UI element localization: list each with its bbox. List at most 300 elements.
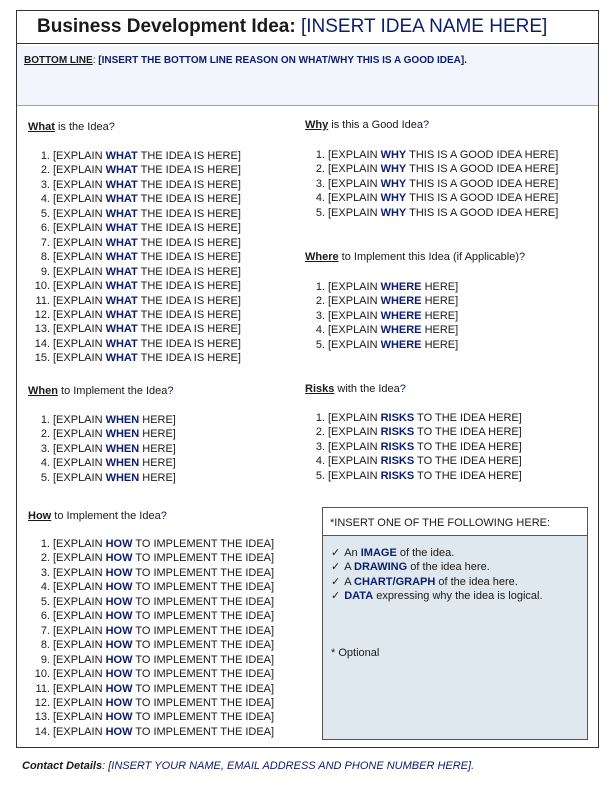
item-keyword: WHAT: [105, 222, 138, 235]
why-list-item[interactable]: [305, 206, 558, 220]
risks-keyword: Risks: [305, 383, 335, 395]
risks-list-item[interactable]: [305, 425, 522, 439]
item-keyword: RISKS: [380, 426, 415, 439]
item-text: THE IDEA IS HERE]: [137, 265, 241, 278]
how-list-item[interactable]: [30, 696, 274, 710]
what-list-item[interactable]: [30, 163, 241, 177]
item-text: THIS IS A GOOD IDEA HERE]: [406, 192, 559, 205]
where-list-item[interactable]: [305, 294, 458, 308]
where-title-rest: to Implement this Idea (if Applicable): [338, 251, 519, 263]
option-text: A: [344, 575, 355, 588]
item-number: 15.: [34, 352, 50, 365]
item-text: THE IDEA IS HERE]: [137, 236, 241, 249]
how-list: [30, 537, 274, 739]
item-text: [EXPLAIN: [53, 624, 106, 637]
item-keyword: HOW: [105, 653, 133, 666]
item-keyword: WHAT: [105, 150, 138, 162]
item-number: 7.: [40, 624, 50, 637]
insert-option: [331, 560, 543, 574]
when-keyword: When: [28, 385, 58, 397]
item-text: [EXPLAIN: [53, 164, 106, 177]
what-list-item[interactable]: [30, 337, 241, 351]
item-text: HERE]: [421, 295, 459, 308]
item-text: TO IMPLEMENT THE IDEA]: [132, 566, 275, 579]
item-keyword: WHAT: [105, 251, 138, 264]
item-text: [EXPLAIN: [328, 177, 381, 190]
item-keyword: WHY: [380, 177, 407, 190]
item-text: THE IDEA IS HERE]: [137, 207, 241, 220]
what-list-item[interactable]: [30, 149, 241, 163]
option-text: of the idea here.: [407, 561, 490, 574]
item-keyword: WHAT: [105, 323, 138, 336]
item-text: [EXPLAIN: [53, 323, 106, 336]
how-title-q: ?: [160, 510, 167, 522]
item-text: [EXPLAIN: [328, 412, 381, 424]
item-number: 10.: [34, 668, 50, 681]
what-list-item[interactable]: [30, 221, 241, 235]
item-number: 1.: [40, 150, 50, 162]
why-keyword: Why: [305, 119, 329, 131]
option-text: of the idea.: [396, 547, 455, 559]
when-list-item[interactable]: [30, 427, 176, 441]
item-number: 1.: [40, 538, 50, 550]
item-text: [EXPLAIN: [53, 222, 106, 235]
where-section-title: [305, 251, 525, 263]
item-text: TO THE IDEA HERE]: [414, 412, 522, 424]
item-text: HERE]: [421, 338, 459, 351]
item-number: 2.: [315, 426, 325, 439]
item-keyword: WHAT: [105, 207, 138, 220]
option-keyword: CHART/GRAPH: [354, 575, 436, 588]
insert-option: [331, 575, 543, 589]
why-section-title: [305, 119, 429, 131]
item-keyword: WHAT: [105, 164, 138, 177]
item-number: 3.: [40, 442, 50, 455]
item-text: TO IMPLEMENT THE IDEA]: [132, 696, 275, 709]
item-text: HERE]: [421, 324, 459, 337]
item-text: [EXPLAIN: [328, 309, 381, 322]
item-text: THE IDEA IS HERE]: [137, 323, 241, 336]
where-title-q: ?: [519, 251, 526, 263]
how-list-item[interactable]: [30, 580, 274, 594]
item-text: [EXPLAIN: [53, 595, 106, 608]
item-keyword: WHEN: [105, 457, 140, 470]
item-text: THE IDEA IS HERE]: [137, 193, 241, 206]
item-keyword: WHERE: [380, 324, 422, 337]
option-text: of the idea here.: [435, 575, 518, 588]
item-number: 4.: [40, 193, 50, 206]
where-list-item[interactable]: [305, 338, 458, 352]
what-keyword: What: [28, 121, 55, 133]
item-number: 2.: [315, 163, 325, 176]
item-text: THIS IS A GOOD IDEA HERE]: [406, 149, 559, 161]
where-list-item[interactable]: [305, 323, 458, 337]
item-text: [EXPLAIN: [328, 163, 381, 176]
item-number: 3.: [315, 440, 325, 453]
option-keyword: DRAWING: [354, 561, 408, 574]
checkmark-icon: ✓: [331, 561, 341, 574]
option-text: expressing why the idea is logical.: [373, 590, 543, 603]
item-text: [EXPLAIN: [53, 178, 106, 191]
how-list-item[interactable]: [30, 595, 274, 609]
when-section-title: [28, 385, 174, 397]
item-text: TO THE IDEA HERE]: [414, 455, 522, 468]
insert-option: [331, 589, 543, 603]
what-list-item[interactable]: [30, 178, 241, 192]
item-number: 3.: [315, 177, 325, 190]
risks-list-item[interactable]: [305, 454, 522, 468]
item-keyword: HOW: [105, 624, 133, 637]
item-keyword: WHEN: [105, 471, 140, 484]
what-list-item[interactable]: [30, 207, 241, 221]
how-list-item[interactable]: [30, 653, 274, 667]
item-text: [EXPLAIN: [53, 308, 106, 321]
risks-list-item[interactable]: [305, 411, 522, 425]
bottom-line-label: BOTTOM LINE: [24, 55, 93, 66]
item-keyword: WHAT: [105, 178, 138, 191]
item-keyword: HOW: [105, 696, 133, 709]
item-number: 8.: [40, 251, 50, 264]
what-title-rest: is the Idea: [54, 121, 109, 133]
item-text: THIS IS A GOOD IDEA HERE]: [406, 206, 559, 219]
item-keyword: RISKS: [380, 469, 415, 482]
item-text: [EXPLAIN: [328, 149, 381, 161]
item-text: THE IDEA IS HERE]: [137, 337, 241, 350]
item-keyword: WHAT: [105, 308, 138, 321]
item-text: [EXPLAIN: [53, 696, 106, 709]
item-text: [EXPLAIN: [53, 265, 106, 278]
item-text: THIS IS A GOOD IDEA HERE]: [406, 177, 559, 190]
item-keyword: HOW: [105, 639, 133, 652]
how-list-item[interactable]: [30, 638, 274, 652]
risks-title-q: ?: [399, 383, 406, 395]
how-list-item[interactable]: [30, 624, 274, 638]
item-text: TO IMPLEMENT THE IDEA]: [132, 581, 275, 594]
how-keyword: How: [28, 510, 52, 522]
item-number: 1.: [315, 281, 325, 293]
where-list: [305, 280, 458, 352]
item-keyword: HOW: [105, 668, 133, 681]
what-section-title: [28, 121, 115, 133]
item-keyword: HOW: [105, 682, 133, 695]
when-list-item[interactable]: [30, 442, 176, 456]
item-number: 9.: [40, 265, 50, 278]
what-list-item[interactable]: [30, 279, 241, 293]
item-text: THE IDEA IS HERE]: [137, 294, 241, 307]
what-list-item[interactable]: [30, 236, 241, 250]
item-keyword: WHEN: [105, 414, 140, 426]
where-list-item[interactable]: [305, 280, 458, 294]
insert-option: [331, 546, 543, 560]
risks-list-item[interactable]: [305, 440, 522, 454]
item-text: TO THE IDEA HERE]: [414, 469, 522, 482]
item-text: THIS IS A GOOD IDEA HERE]: [406, 163, 559, 176]
item-text: [EXPLAIN: [53, 552, 106, 565]
item-number: 4.: [40, 581, 50, 594]
insert-box-header: *INSERT ONE OF THE FOLLOWING HERE:: [323, 508, 587, 536]
what-list-item[interactable]: [30, 265, 241, 279]
item-number: 5.: [40, 207, 50, 220]
item-text: TO THE IDEA HERE]: [414, 426, 522, 439]
why-list-item[interactable]: [305, 148, 558, 162]
contact-text[interactable]: [INSERT YOUR NAME, EMAIL ADDRESS AND PHONE NUMBER HERE].: [108, 760, 475, 772]
what-list-item[interactable]: [30, 351, 241, 365]
item-text: [EXPLAIN: [53, 711, 106, 724]
item-text: THE IDEA IS HERE]: [137, 251, 241, 264]
item-text: HERE]: [139, 414, 176, 426]
item-text: TO IMPLEMENT THE IDEA]: [132, 653, 275, 666]
title-prefix: Business Development Idea:: [37, 16, 301, 37]
item-number: 2.: [315, 295, 325, 308]
when-list-item[interactable]: [30, 413, 176, 427]
why-list: [305, 148, 558, 220]
item-number: 10.: [34, 280, 50, 293]
item-text: TO IMPLEMENT THE IDEA]: [132, 639, 275, 652]
item-text: [EXPLAIN: [53, 207, 106, 220]
item-keyword: WHAT: [105, 236, 138, 249]
item-text: [EXPLAIN: [53, 193, 106, 206]
item-text: [EXPLAIN: [328, 426, 381, 439]
item-text: [EXPLAIN: [53, 414, 106, 426]
where-keyword: Where: [305, 251, 339, 263]
what-list: [30, 149, 241, 366]
item-text: THE IDEA IS HERE]: [137, 308, 241, 321]
item-text: [EXPLAIN: [53, 428, 106, 441]
item-number: 14.: [34, 725, 50, 738]
why-list-item[interactable]: [305, 191, 558, 205]
when-title-rest: to Implement the Idea: [57, 385, 168, 397]
idea-name-placeholder[interactable]: [INSERT IDEA NAME HERE]: [300, 16, 548, 37]
bottom-line-colon: :: [92, 55, 99, 66]
item-keyword: WHAT: [105, 280, 138, 293]
item-text: THE IDEA IS HERE]: [137, 352, 241, 365]
item-number: 4.: [315, 455, 325, 468]
item-keyword: WHY: [380, 206, 407, 219]
why-title-rest: is this a Good Idea: [328, 119, 424, 131]
item-keyword: WHY: [380, 149, 407, 161]
what-title-q: ?: [108, 121, 115, 133]
item-text: [EXPLAIN: [53, 294, 106, 307]
item-keyword: RISKS: [380, 412, 415, 424]
why-list-item[interactable]: [305, 177, 558, 191]
item-text: [EXPLAIN: [328, 295, 381, 308]
item-text: TO THE IDEA HERE]: [414, 440, 522, 453]
item-number: 13.: [34, 323, 50, 336]
item-text: [EXPLAIN: [53, 471, 106, 484]
item-text: [EXPLAIN: [53, 236, 106, 249]
item-text: THE IDEA IS HERE]: [137, 164, 241, 177]
item-keyword: WHERE: [380, 281, 422, 293]
item-number: 7.: [40, 236, 50, 249]
option-keyword: DATA: [344, 590, 374, 603]
risks-list: [305, 411, 522, 483]
item-number: 13.: [34, 711, 50, 724]
item-text: THE IDEA IS HERE]: [137, 178, 241, 191]
item-text: THE IDEA IS HERE]: [137, 150, 241, 162]
item-keyword: WHERE: [380, 338, 422, 351]
checkmark-icon: ✓: [331, 547, 341, 559]
item-keyword: WHERE: [380, 309, 422, 322]
item-text: [EXPLAIN: [53, 337, 106, 350]
what-list-item[interactable]: [30, 322, 241, 336]
when-list: [30, 413, 176, 485]
item-text: [EXPLAIN: [53, 581, 106, 594]
item-text: HERE]: [139, 471, 176, 484]
what-list-item[interactable]: [30, 192, 241, 206]
contact-label: Contact Details: [22, 760, 103, 772]
item-number: 3.: [315, 309, 325, 322]
how-list-item[interactable]: [30, 566, 274, 580]
checkmark-icon: ✓: [331, 590, 341, 603]
item-text: TO IMPLEMENT THE IDEA]: [132, 610, 275, 623]
optional-note: * Optional: [331, 647, 380, 659]
item-text: [EXPLAIN: [53, 150, 106, 162]
item-number: 11.: [35, 682, 50, 695]
item-text: [EXPLAIN: [328, 281, 381, 293]
item-number: 5.: [40, 595, 50, 608]
item-number: 14.: [34, 337, 50, 350]
item-number: 6.: [40, 610, 50, 623]
item-text: [EXPLAIN: [328, 324, 381, 337]
how-list-item[interactable]: [30, 551, 274, 565]
item-keyword: WHAT: [105, 352, 138, 365]
item-text: [EXPLAIN: [53, 610, 106, 623]
bottom-line-text[interactable]: [INSERT THE BOTTOM LINE REASON ON WHAT/WHY THIS IS A GOOD IDEA].: [98, 55, 467, 66]
risks-title-rest: with the Idea: [334, 383, 400, 395]
item-number: 2.: [40, 428, 50, 441]
risks-list-item[interactable]: [305, 469, 522, 483]
item-text: [EXPLAIN: [328, 338, 381, 351]
contact-details[interactable]: [22, 760, 474, 772]
page-title: [17, 11, 598, 44]
item-keyword: RISKS: [380, 440, 415, 453]
item-text: [EXPLAIN: [53, 280, 106, 293]
what-list-item[interactable]: [30, 294, 241, 308]
item-text: [EXPLAIN: [53, 668, 106, 681]
bottom-line-box[interactable]: [17, 46, 598, 106]
item-number: 5.: [315, 206, 325, 219]
how-list-item[interactable]: [30, 710, 274, 724]
item-text: [EXPLAIN: [53, 653, 106, 666]
item-number: 3.: [40, 566, 50, 579]
item-text: TO IMPLEMENT THE IDEA]: [132, 725, 275, 738]
item-keyword: HOW: [105, 581, 133, 594]
item-keyword: WHEN: [105, 428, 140, 441]
how-list-item[interactable]: [30, 725, 274, 739]
item-keyword: WHAT: [105, 294, 138, 307]
item-number: 5.: [40, 471, 50, 484]
item-number: 2.: [40, 552, 50, 565]
where-list-item[interactable]: [305, 309, 458, 323]
item-text: [EXPLAIN: [53, 457, 106, 470]
insert-options-list: [331, 546, 543, 604]
item-keyword: HOW: [105, 552, 133, 565]
when-list-item[interactable]: [30, 471, 176, 485]
item-number: 5.: [315, 338, 325, 351]
item-text: HERE]: [139, 442, 176, 455]
what-list-item[interactable]: [30, 308, 241, 322]
how-list-item[interactable]: [30, 537, 274, 551]
item-number: 12.: [34, 308, 50, 321]
item-number: 9.: [40, 653, 50, 666]
item-text: TO IMPLEMENT THE IDEA]: [132, 538, 275, 550]
item-number: 1.: [315, 149, 325, 161]
item-text: [EXPLAIN: [328, 455, 381, 468]
risks-section-title: [305, 383, 406, 395]
item-text: [EXPLAIN: [53, 538, 106, 550]
item-text: HERE]: [139, 457, 176, 470]
option-text: An: [344, 547, 361, 559]
how-list-item[interactable]: [30, 667, 274, 681]
item-text: [EXPLAIN: [328, 469, 381, 482]
item-number: 1.: [315, 412, 325, 424]
contact-colon: :: [102, 760, 109, 772]
item-number: 4.: [315, 192, 325, 205]
item-keyword: HOW: [105, 538, 133, 550]
item-keyword: WHAT: [105, 193, 138, 206]
item-text: [EXPLAIN: [53, 725, 106, 738]
item-number: 2.: [40, 164, 50, 177]
option-keyword: IMAGE: [360, 547, 397, 559]
item-keyword: HOW: [105, 711, 133, 724]
item-text: [EXPLAIN: [53, 639, 106, 652]
how-section-title: [28, 510, 167, 522]
why-list-item[interactable]: [305, 162, 558, 176]
item-number: 4.: [315, 324, 325, 337]
item-text: [EXPLAIN: [53, 566, 106, 579]
item-keyword: HOW: [105, 595, 133, 608]
item-keyword: WHERE: [380, 295, 422, 308]
item-number: 4.: [40, 457, 50, 470]
insert-visual-box[interactable]: [322, 507, 588, 740]
item-keyword: WHY: [380, 192, 407, 205]
item-text: [EXPLAIN: [53, 251, 106, 264]
when-list-item[interactable]: [30, 456, 176, 470]
item-text: THE IDEA IS HERE]: [137, 222, 241, 235]
item-text: [EXPLAIN: [328, 440, 381, 453]
item-number: 11.: [35, 294, 50, 307]
item-text: TO IMPLEMENT THE IDEA]: [132, 711, 275, 724]
how-list-item[interactable]: [30, 682, 274, 696]
checkmark-icon: ✓: [331, 575, 341, 588]
item-text: TO IMPLEMENT THE IDEA]: [132, 595, 275, 608]
item-text: [EXPLAIN: [328, 192, 381, 205]
item-keyword: WHAT: [105, 265, 138, 278]
item-text: [EXPLAIN: [53, 352, 106, 365]
item-keyword: HOW: [105, 566, 133, 579]
item-keyword: WHAT: [105, 337, 138, 350]
item-number: 6.: [40, 222, 50, 235]
item-text: TO IMPLEMENT THE IDEA]: [132, 552, 275, 565]
item-number: 12.: [34, 696, 50, 709]
item-keyword: HOW: [105, 610, 133, 623]
item-text: TO IMPLEMENT THE IDEA]: [132, 682, 275, 695]
item-number: 3.: [40, 178, 50, 191]
option-text: A: [344, 561, 355, 574]
item-number: 1.: [40, 414, 50, 426]
item-text: HERE]: [421, 281, 459, 293]
what-list-item[interactable]: [30, 250, 241, 264]
item-text: THE IDEA IS HERE]: [137, 280, 241, 293]
item-text: HERE]: [139, 428, 176, 441]
item-text: TO IMPLEMENT THE IDEA]: [132, 624, 275, 637]
item-number: 8.: [40, 639, 50, 652]
item-text: [EXPLAIN: [328, 206, 381, 219]
item-text: HERE]: [421, 309, 459, 322]
why-title-q: ?: [423, 119, 430, 131]
how-list-item[interactable]: [30, 609, 274, 623]
item-text: TO IMPLEMENT THE IDEA]: [132, 668, 275, 681]
